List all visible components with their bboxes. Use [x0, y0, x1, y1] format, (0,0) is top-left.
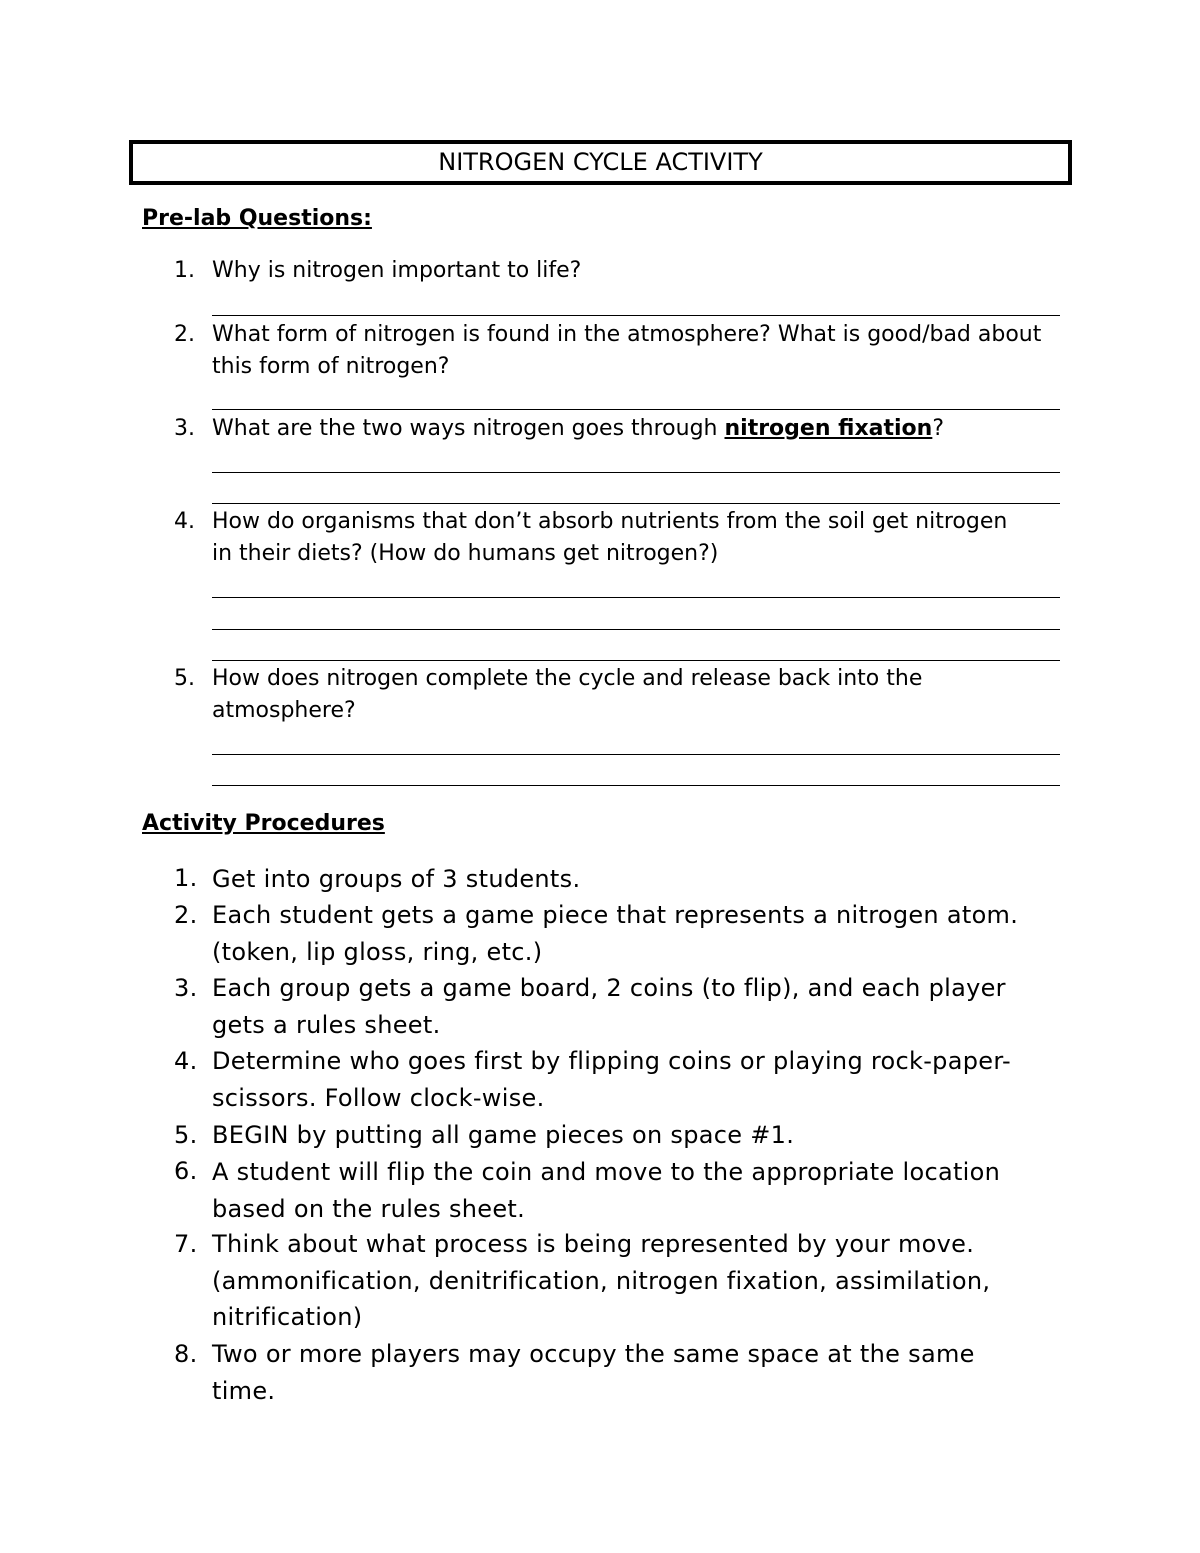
step-text: Get into groups of 3 students. — [212, 865, 581, 893]
step-number: 8. — [174, 1340, 198, 1368]
question-text: How do organisms that don’t absorb nutrients from the soil get nitrogen in their diets? (How do humans get nitrogen?) — [212, 509, 1008, 566]
question-text: Why is nitrogen important to life? — [212, 258, 582, 283]
answer-line[interactable] — [212, 315, 1060, 316]
question-text-part: What are the two ways nitrogen goes through — [212, 416, 725, 441]
answer-line[interactable] — [212, 409, 1060, 410]
nitrogen-fixation-term: nitrogen fixation — [724, 416, 933, 441]
question-text: How does nitrogen complete the cycle and release back into the atmosphere? — [212, 666, 923, 723]
answer-line[interactable] — [212, 660, 1060, 661]
question-number: 5. — [174, 666, 195, 691]
step-text: Think about what process is being represented by your move. (ammonification, denitrification, nitrogen fixation, assimilation, nitrification) — [212, 1230, 991, 1331]
step-number: 2. — [174, 901, 198, 929]
answer-line[interactable] — [212, 503, 1060, 504]
step-text: A student will flip the coin and move to the appropriate location based on the rules sheet. — [212, 1158, 1001, 1223]
step-text: Each group gets a game board, 2 coins (to flip), and each player gets a rules sheet. — [212, 974, 1006, 1039]
step-text: Each student gets a game piece that represents a nitrogen atom. (token, lip gloss, ring, etc.) — [212, 901, 1019, 966]
question-number: 3. — [174, 416, 195, 441]
question-text: What form of nitrogen is found in the atmosphere? What is good/bad about this form of nitrogen? — [212, 322, 1042, 379]
step-text: BEGIN by putting all game pieces on space #1. — [212, 1121, 795, 1149]
question-text-part: ? — [932, 416, 945, 441]
step-text: Determine who goes first by flipping coins or playing rock-paper-scissors. Follow clock-wise. — [212, 1047, 1011, 1112]
step-number: 1. — [174, 864, 198, 892]
step-number: 5. — [174, 1121, 198, 1149]
step-text: Two or more players may occupy the same space at the same time. — [212, 1340, 975, 1405]
question-number: 2. — [174, 322, 195, 347]
answer-line[interactable] — [212, 754, 1060, 755]
procedures-heading: Activity Procedures — [142, 811, 385, 836]
question-text — [212, 413, 1062, 445]
step-number: 3. — [174, 974, 198, 1002]
prelab-heading: Pre-lab Questions: — [142, 206, 372, 231]
page-title: NITROGEN CYCLE ACTIVITY — [129, 140, 1072, 185]
step-number: 7. — [174, 1230, 198, 1258]
question-number: 1. — [174, 258, 195, 283]
step-number: 6. — [174, 1157, 198, 1185]
answer-line[interactable] — [212, 629, 1060, 630]
step-number: 4. — [174, 1047, 198, 1075]
answer-line[interactable] — [212, 785, 1060, 786]
answer-line[interactable] — [212, 472, 1060, 473]
answer-line[interactable] — [212, 597, 1060, 598]
question-number: 4. — [174, 509, 195, 534]
